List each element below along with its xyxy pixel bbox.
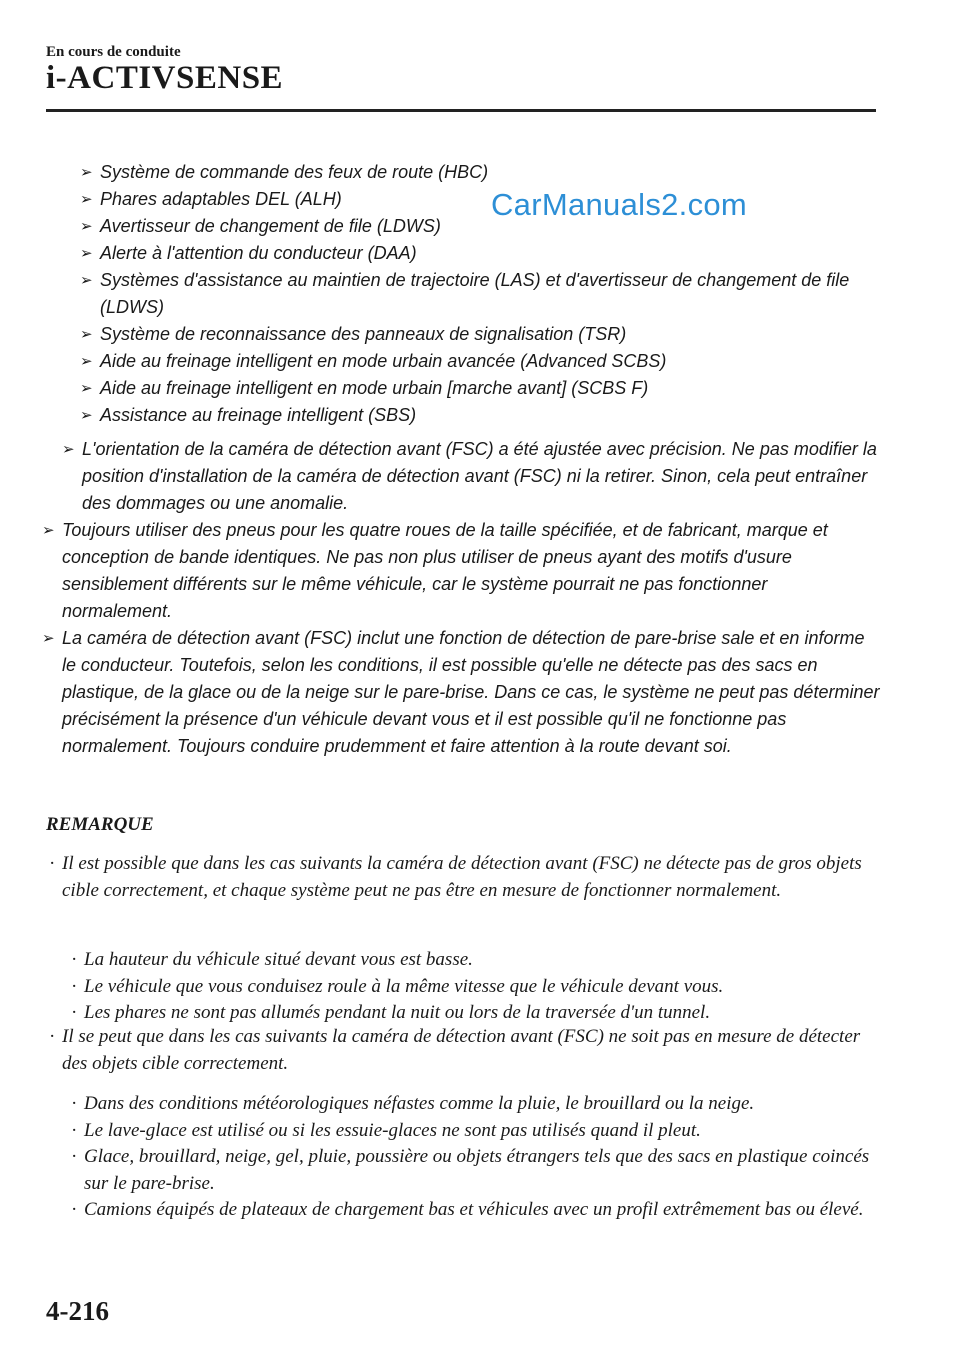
dot-bullet-icon: · bbox=[71, 1199, 78, 1220]
dot-bullet-icon: · bbox=[49, 853, 56, 874]
list-item bbox=[71, 1091, 884, 1118]
list-item bbox=[71, 1197, 884, 1224]
list-item-text: Toujours utiliser des pneus pour les quatre roues de la taille spécifiée, et de fabricant, marque et conception de bande identiques. Ne pas non plus utiliser de pneus ayant des motifs d'usure sensiblement différents sur le même véhicule, car le système pourrait ne pas fonctionner normalement. bbox=[62, 520, 828, 621]
arrow-bullet-icon: ➢ bbox=[62, 441, 75, 458]
dot-bullet-icon: · bbox=[71, 1093, 78, 1114]
note-case-2 bbox=[49, 1024, 882, 1077]
list-item-text: Le véhicule que vous conduisez roule à la même vitesse que le véhicule devant vous. bbox=[84, 975, 724, 997]
arrow-bullet-icon: ➢ bbox=[80, 353, 93, 370]
list-item bbox=[49, 1024, 882, 1077]
list-item bbox=[80, 348, 880, 375]
arrow-bullet-icon: ➢ bbox=[80, 380, 93, 397]
list-item-text: Système de reconnaissance des panneaux de signalisation (TSR) bbox=[100, 324, 627, 344]
list-item bbox=[71, 1144, 884, 1197]
arrow-bullet-icon: ➢ bbox=[42, 522, 55, 539]
general-warnings bbox=[42, 517, 882, 760]
list-item-text: Il est possible que dans les cas suivants la caméra de détection avant (FSC) ne détecte pas de gros objets cible correctement, et chaque système peut ne pas être en mesure de fonctionner normalement. bbox=[62, 853, 862, 901]
list-item bbox=[49, 851, 882, 904]
dot-bullet-icon: · bbox=[71, 1146, 78, 1167]
dot-bullet-icon: · bbox=[71, 949, 78, 970]
list-item bbox=[80, 321, 880, 348]
list-item-text: Systèmes d'assistance au maintien de trajectoire (LAS) et d'avertisseur de changement de file (LDWS) bbox=[100, 270, 850, 317]
dot-bullet-icon: · bbox=[71, 1119, 78, 1141]
note-case-1 bbox=[49, 851, 882, 904]
arrow-bullet-icon: ➢ bbox=[80, 218, 93, 235]
arrow-bullet-icon: ➢ bbox=[80, 407, 93, 424]
list-item-text: Alerte à l'attention du conducteur (DAA) bbox=[100, 243, 417, 263]
list-item-text: La caméra de détection avant (FSC) inclut une fonction de détection de pare-brise sale et en informe le conducteur. Toutefois, selon les conditions, il est possible qu'elle ne détecte pas des sacs en plastique, de la glace ou de la neige sur le pare-brise. Dans ce cas, le système ne peut pas déterminer précisément la présence d'un véhicule devant vous et il est possible qu'il ne fonctionne pas normalement. Toujours conduire prudemment et faire attention à la route devant soi. bbox=[62, 628, 880, 756]
note-case-2-items bbox=[71, 1091, 884, 1224]
dot-bullet-icon: · bbox=[49, 1026, 56, 1047]
list-item bbox=[71, 1000, 884, 1027]
dot-bullet-icon: · bbox=[71, 1002, 78, 1023]
arrow-bullet-icon: ➢ bbox=[80, 326, 93, 343]
list-item bbox=[71, 1118, 884, 1145]
list-item-text: Le lave-glace est utilisé ou si les essuie-glaces ne sont pas utilisés quand il pleut. bbox=[84, 1119, 701, 1141]
list-item-text: Avertisseur de changement de file (LDWS) bbox=[100, 216, 441, 236]
list-item bbox=[42, 517, 882, 625]
camera-warning bbox=[62, 436, 882, 517]
page-title: i-ACTIVSENSE bbox=[46, 60, 284, 96]
dot-bullet-icon: · bbox=[71, 975, 78, 997]
list-item bbox=[80, 375, 880, 402]
section-label: En cours de conduite bbox=[46, 44, 181, 60]
list-item bbox=[80, 186, 880, 213]
arrow-bullet-icon: ➢ bbox=[80, 191, 93, 208]
header-divider bbox=[46, 109, 876, 112]
list-item bbox=[80, 159, 880, 186]
note-heading: REMARQUE bbox=[46, 814, 154, 835]
list-item-text: Il se peut que dans les cas suivants la caméra de détection avant (FSC) ne soit pas en mesure de détecter des objets cible correctement. bbox=[62, 1026, 861, 1074]
list-item-text: Dans des conditions météorologiques néfastes comme la pluie, le brouillard ou la neige. bbox=[84, 1093, 755, 1114]
list-item-text: Camions équipés de plateaux de chargement bas et véhicules avec un profil extrêmement bas ou élevé. bbox=[84, 1199, 864, 1220]
note-case-1-items bbox=[71, 947, 884, 1027]
list-item bbox=[71, 947, 884, 974]
list-item bbox=[80, 240, 880, 267]
arrow-bullet-icon: ➢ bbox=[42, 630, 55, 647]
list-item-text: Aide au freinage intelligent en mode urbain avancée (Advanced SCBS) bbox=[100, 351, 667, 371]
list-item bbox=[80, 267, 880, 321]
list-item bbox=[80, 213, 880, 240]
list-item-text: Système de commande des feux de route (HBC) bbox=[100, 162, 489, 182]
list-item-text: L'orientation de la caméra de détection avant (FSC) a été ajustée avec précision. Ne pas modifier la position d'installation de la caméra de détection avant (FSC) ni la retirer. Sinon, cela peut entraîner des dommages ou une anomalie. bbox=[82, 439, 877, 513]
arrow-bullet-icon: ➢ bbox=[80, 245, 93, 262]
page-number: 4-216 bbox=[46, 1296, 109, 1326]
list-item-text: La hauteur du véhicule situé devant vous est basse. bbox=[84, 949, 473, 970]
arrow-bullet-icon: ➢ bbox=[80, 164, 93, 181]
list-item-text: Assistance au freinage intelligent (SBS) bbox=[100, 405, 417, 425]
list-item bbox=[80, 402, 880, 429]
list-item-text: Les phares ne sont pas allumés pendant la nuit ou lors de la traversée d'un tunnel. bbox=[84, 1002, 711, 1023]
systems-list bbox=[80, 159, 880, 429]
list-item bbox=[62, 436, 882, 517]
list-item-text: Aide au freinage intelligent en mode urbain [marche avant] (SCBS F) bbox=[100, 378, 649, 398]
list-item bbox=[71, 974, 884, 1001]
list-item-text: Glace, brouillard, neige, gel, pluie, poussière ou objets étrangers tels que des sacs en plastique coincés sur le pare-brise. bbox=[84, 1146, 870, 1194]
list-item-text: Phares adaptables DEL (ALH) bbox=[100, 189, 342, 209]
watermark: CarManuals2.com bbox=[491, 187, 748, 222]
list-item bbox=[42, 625, 882, 760]
arrow-bullet-icon: ➢ bbox=[80, 272, 93, 289]
